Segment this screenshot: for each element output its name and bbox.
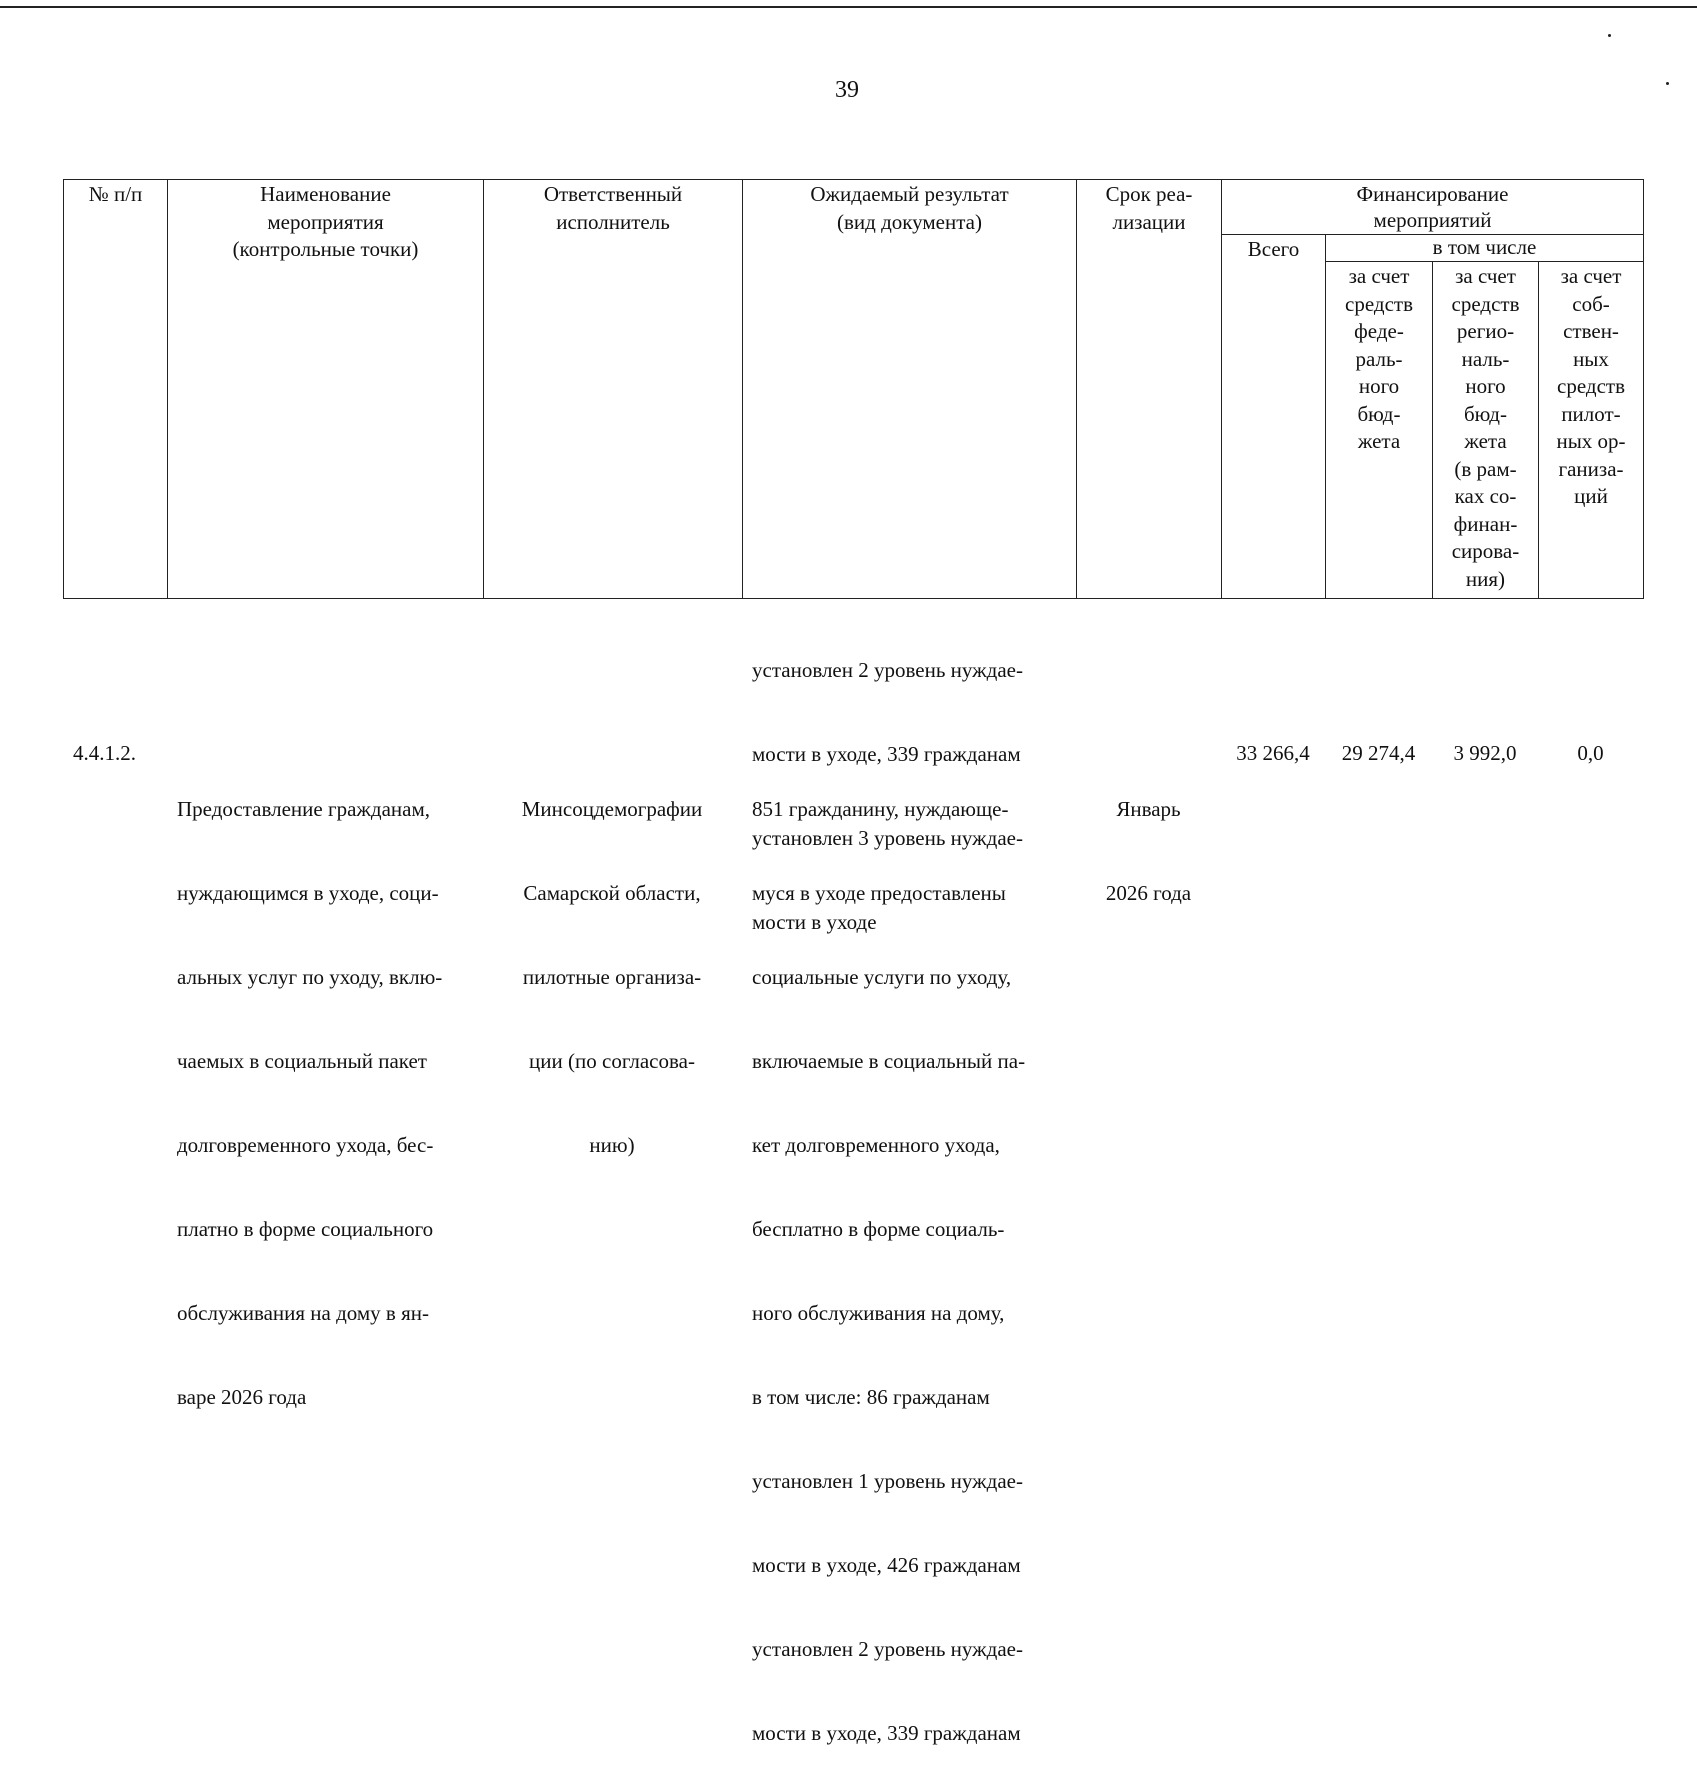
header-executor: Ответственный исполнитель <box>484 180 743 599</box>
text-line: установлен 2 уровень нуждае- <box>752 1637 1023 1661</box>
text-line: мости в уходе, 339 гражданам <box>752 742 1021 766</box>
text-line: долговременного ухода, бес- <box>177 1133 434 1157</box>
text-line: кет долговременного ухода, <box>752 1133 1000 1157</box>
row-executor <box>500 739 724 1187</box>
text-line: установлен 1 уровень нуждае- <box>752 1469 1023 1493</box>
header-total: Всего <box>1222 235 1326 599</box>
text-line: Самарской области, <box>523 881 701 905</box>
row-regional: 3 992,0 <box>1453 741 1517 765</box>
header-name: Наименование мероприятия (контрольные точки) <box>168 180 484 599</box>
header-including: в том числе <box>1326 235 1644 262</box>
row-federal: 29 274,4 <box>1341 741 1416 765</box>
row-own: 0,0 <box>1577 741 1604 765</box>
text-line: бесплатно в форме социаль- <box>752 1217 1005 1241</box>
text-line: платно в форме социального <box>177 1217 434 1241</box>
text-line: чаемых в социальный пакет <box>177 1049 427 1073</box>
scan-speck <box>1666 82 1669 85</box>
header-financing: Финансирование мероприятий <box>1222 180 1644 235</box>
text-line: 851 гражданину, нуждающе- <box>752 797 1009 821</box>
text-line: нию) <box>589 1133 635 1157</box>
text-line: обслуживания на дому в ян- <box>177 1301 429 1325</box>
scan-speck <box>1608 34 1611 37</box>
row-total: 33 266,4 <box>1236 741 1310 765</box>
text-line: в том числе: 86 гражданам <box>752 1385 990 1409</box>
text-line: установлен 2 уровень нуждае- <box>752 658 1023 682</box>
row-result <box>752 739 1064 1775</box>
text-line: мости в уходе <box>752 910 877 934</box>
text-line: Минсоцдемографии <box>521 797 703 821</box>
text-line: ции (по согласова- <box>529 1049 695 1073</box>
text-line: варе 2026 года <box>177 1385 307 1409</box>
text-line: 2026 года <box>1105 881 1192 905</box>
page-number: 39 <box>835 77 859 103</box>
header-own: за счет соб- ствен- ных средств пилот- ных ор- ганиза- ций <box>1539 262 1644 599</box>
text-line: мости в уходе, 339 гражданам <box>752 1721 1021 1745</box>
table-header <box>63 179 1644 599</box>
text-line: Предоставление гражданам, <box>177 797 431 821</box>
text-line: включаемые в социальный па- <box>752 1049 1026 1073</box>
header-result: Ожидаемый результат (вид документа) <box>743 180 1077 599</box>
header-regional: за счет средств регио- наль- ного бюд- жета (в рам- ках со- финан- сирова- ния) <box>1433 262 1539 599</box>
text-line: Январь <box>1116 797 1181 821</box>
row-number: 4.4.1.2. <box>73 741 136 765</box>
top-rule <box>0 6 1697 8</box>
text-line: альных услуг по уходу, вклю- <box>177 965 443 989</box>
text-line: мости в уходе, 426 гражданам <box>752 1553 1021 1577</box>
header-federal: за счет средств феде- раль- ного бюд- жета <box>1326 262 1433 599</box>
text-line: пилотные организа- <box>522 965 702 989</box>
header-term: Срок реа- лизации <box>1077 180 1222 599</box>
row-name <box>177 739 472 1439</box>
text-line: установлен 3 уровень нуждае- <box>752 826 1023 850</box>
header-num: № п/п <box>64 180 168 599</box>
text-line: социальные услуги по уходу, <box>752 965 1012 989</box>
text-line: ного обслуживания на дому, <box>752 1301 1005 1325</box>
text-line: муся в уходе предоставлены <box>752 881 1006 905</box>
text-line: нуждающимся в уходе, соци- <box>177 881 439 905</box>
row-term <box>1076 739 1221 935</box>
